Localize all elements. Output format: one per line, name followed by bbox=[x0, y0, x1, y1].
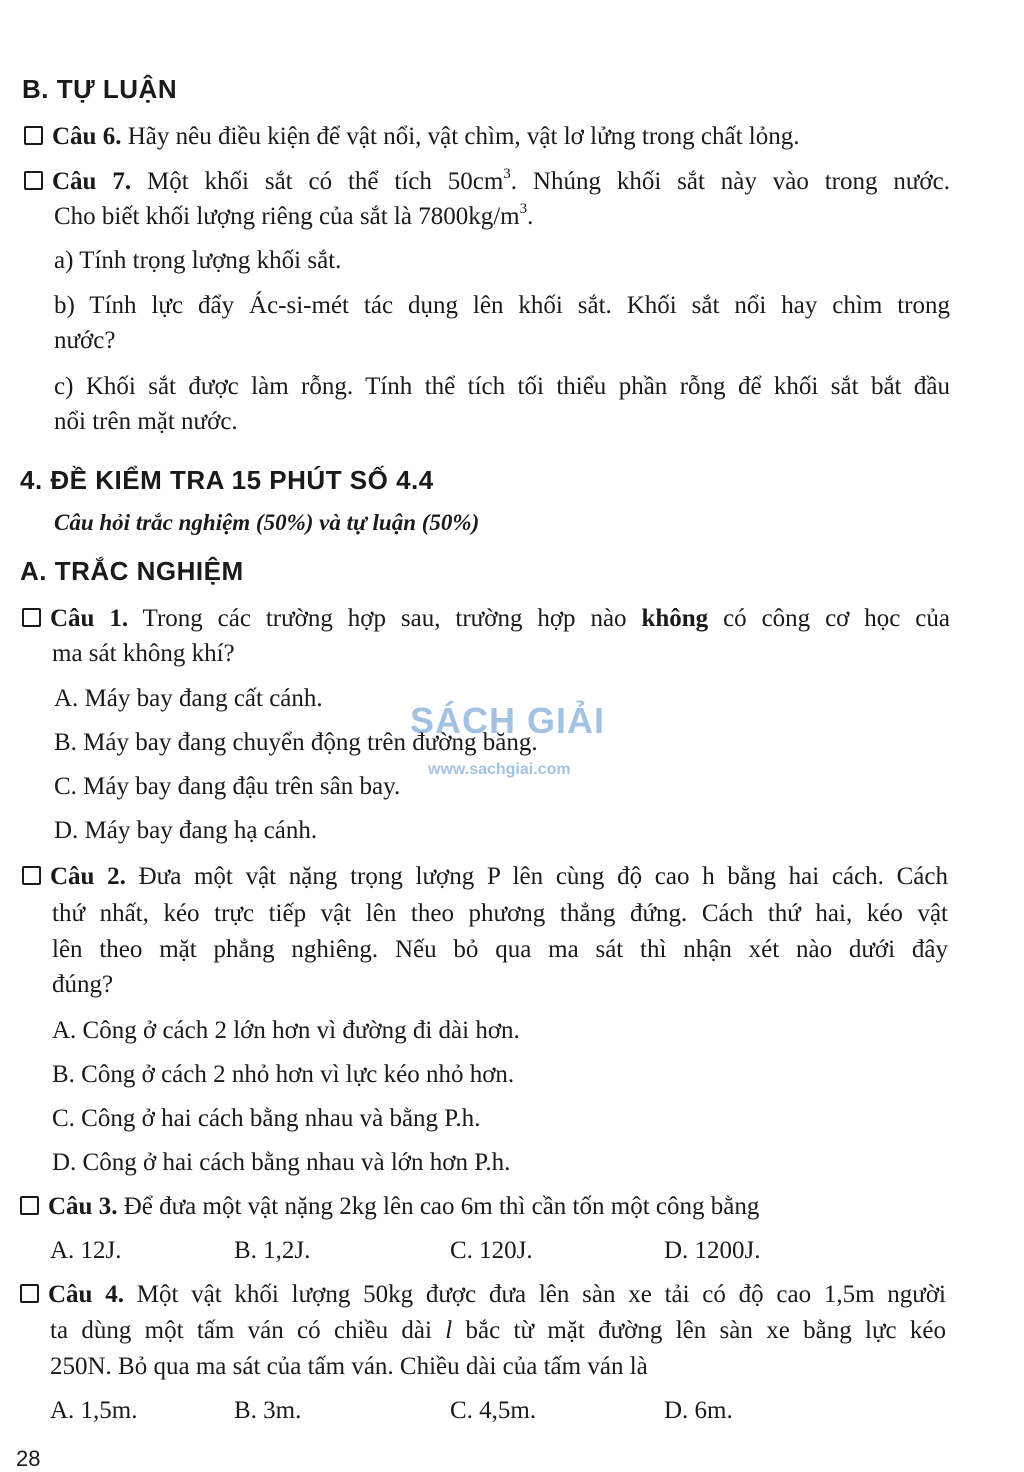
checkbox-icon bbox=[24, 126, 43, 145]
question-4-line-2: ta dùng một tấm ván có chiều dài l bắc từ mặt đường lên sàn xe bằng lực kéo bbox=[50, 1317, 946, 1344]
question-label: Câu 1. bbox=[50, 605, 129, 632]
question-3-option-d: D. 1200J. bbox=[664, 1237, 761, 1264]
question-2-line-3: lên theo mặt phẳng nghiêng. Nếu bỏ qua ma sát thì nhận xét nào dưới đây bbox=[52, 936, 948, 963]
test-subtitle: Câu hỏi trắc nghiệm (50%) và tự luận (50%) bbox=[54, 510, 480, 535]
question-1-option-c: C. Máy bay đang đậu trên sân bay. bbox=[54, 773, 401, 800]
question-3-option-a: A. 12J. bbox=[50, 1237, 122, 1264]
test-heading: 4. ĐỀ KIỂM TRA 15 PHÚT SỐ 4.4 bbox=[20, 465, 434, 495]
question-3-option-b: B. 1,2J. bbox=[234, 1237, 311, 1264]
question-7-part-b-line-2: nước? bbox=[54, 327, 116, 354]
question-7-part-c-line-1: c) Khối sắt được làm rỗng. Tính thể tích tối thiểu phần rỗng để khối sắt bắt đầu bbox=[54, 373, 950, 400]
question-7-part-c-line-2: nổi trên mặt nước. bbox=[54, 408, 238, 435]
question-7-line-2: Cho biết khối lượng riêng của sắt là $7800kg/m^3$. bbox=[54, 200, 534, 230]
question-3: Câu 3. Để đưa một vật nặng 2kg lên cao 6m thì cần tốn một công bằng bbox=[20, 1192, 759, 1222]
question-4-option-a: A. 1,5m. bbox=[50, 1397, 138, 1424]
question-4-line-3: 250N. Bỏ qua ma sát của tấm ván. Chiều dài của tấm ván là bbox=[50, 1353, 648, 1380]
question-1-line-1: Câu 1. Trong các trường hợp sau, trường hợp nào không có công cơ học của bbox=[22, 604, 950, 634]
question-4-line-1: Câu 4. Một vật khối lượng 50kg được đưa lên sàn xe tải có độ cao 1,5m người bbox=[20, 1280, 946, 1310]
checkbox-icon bbox=[24, 171, 43, 190]
page-number: 28 bbox=[16, 1446, 41, 1471]
question-7-part-b-line-1: b) Tính lực đẩy Ác-si-mét tác dụng lên khối sắt. Khối sắt nổi hay chìm trong bbox=[54, 292, 950, 319]
question-7-part-a: a) Tính trọng lượng khối sắt. bbox=[54, 247, 342, 274]
checkbox-icon bbox=[22, 608, 41, 627]
question-2-option-a: A. Công ở cách 2 lớn hơn vì đường đi dài hơn. bbox=[52, 1017, 520, 1044]
checkbox-icon bbox=[20, 1284, 39, 1303]
question-text: Hãy nêu điều kiện để vật nổi, vật chìm, vật lơ lửng trong chất lỏng. bbox=[121, 123, 800, 150]
question-4-option-d: D. 6m. bbox=[664, 1397, 733, 1424]
question-2-option-c: C. Công ở hai cách bằng nhau và bằng P.h. bbox=[52, 1105, 481, 1132]
question-6 bbox=[24, 122, 799, 152]
checkbox-icon bbox=[22, 866, 41, 885]
question-label: Câu 6. bbox=[52, 123, 122, 150]
question-label: Câu 7. bbox=[52, 168, 132, 195]
watermark-logo: SÁCH GIẢI bbox=[410, 700, 606, 741]
question-2-option-b: B. Công ở cách 2 nhỏ hơn vì lực kéo nhỏ hơn. bbox=[52, 1061, 515, 1088]
question-1-option-d: D. Máy bay đang hạ cánh. bbox=[54, 817, 318, 844]
watermark-url: www.sachgiai.com bbox=[428, 761, 571, 778]
question-3-option-c: C. 120J. bbox=[450, 1237, 533, 1264]
question-2-line-2: thứ nhất, kéo trực tiếp vật lên theo phương thẳng đứng. Cách thứ hai, kéo vật bbox=[52, 900, 948, 927]
question-label: Câu 2. bbox=[50, 863, 126, 890]
question-7-line-1: Câu 7. Một khối sắt có thể tích $50cm^3$. Nhúng khối sắt này vào trong nước. bbox=[24, 167, 950, 197]
question-1-option-a: A. Máy bay đang cất cánh. bbox=[54, 685, 323, 712]
section-a-heading: A. TRẮC NGHIỆM bbox=[20, 556, 244, 586]
question-1-option-b: B. Máy bay đang chuyển động trên đường băng. bbox=[54, 729, 538, 756]
question-2-line-1: Câu 2. Đưa một vật nặng trọng lượng P lên cùng độ cao h bằng hai cách. Cách bbox=[22, 862, 948, 892]
question-1-line-2: ma sát không khí? bbox=[52, 640, 235, 667]
checkbox-icon bbox=[20, 1196, 39, 1215]
question-2-line-4: đúng? bbox=[52, 971, 114, 998]
question-4-option-b: B. 3m. bbox=[234, 1397, 302, 1424]
question-2-option-d: D. Công ở hai cách bằng nhau và lớn hơn P.h. bbox=[52, 1149, 511, 1176]
section-b-heading: B. TỰ LUẬN bbox=[22, 74, 178, 104]
question-label: Câu 3. bbox=[48, 1193, 118, 1220]
question-4-option-c: C. 4,5m. bbox=[450, 1397, 537, 1424]
question-label: Câu 4. bbox=[48, 1281, 124, 1308]
